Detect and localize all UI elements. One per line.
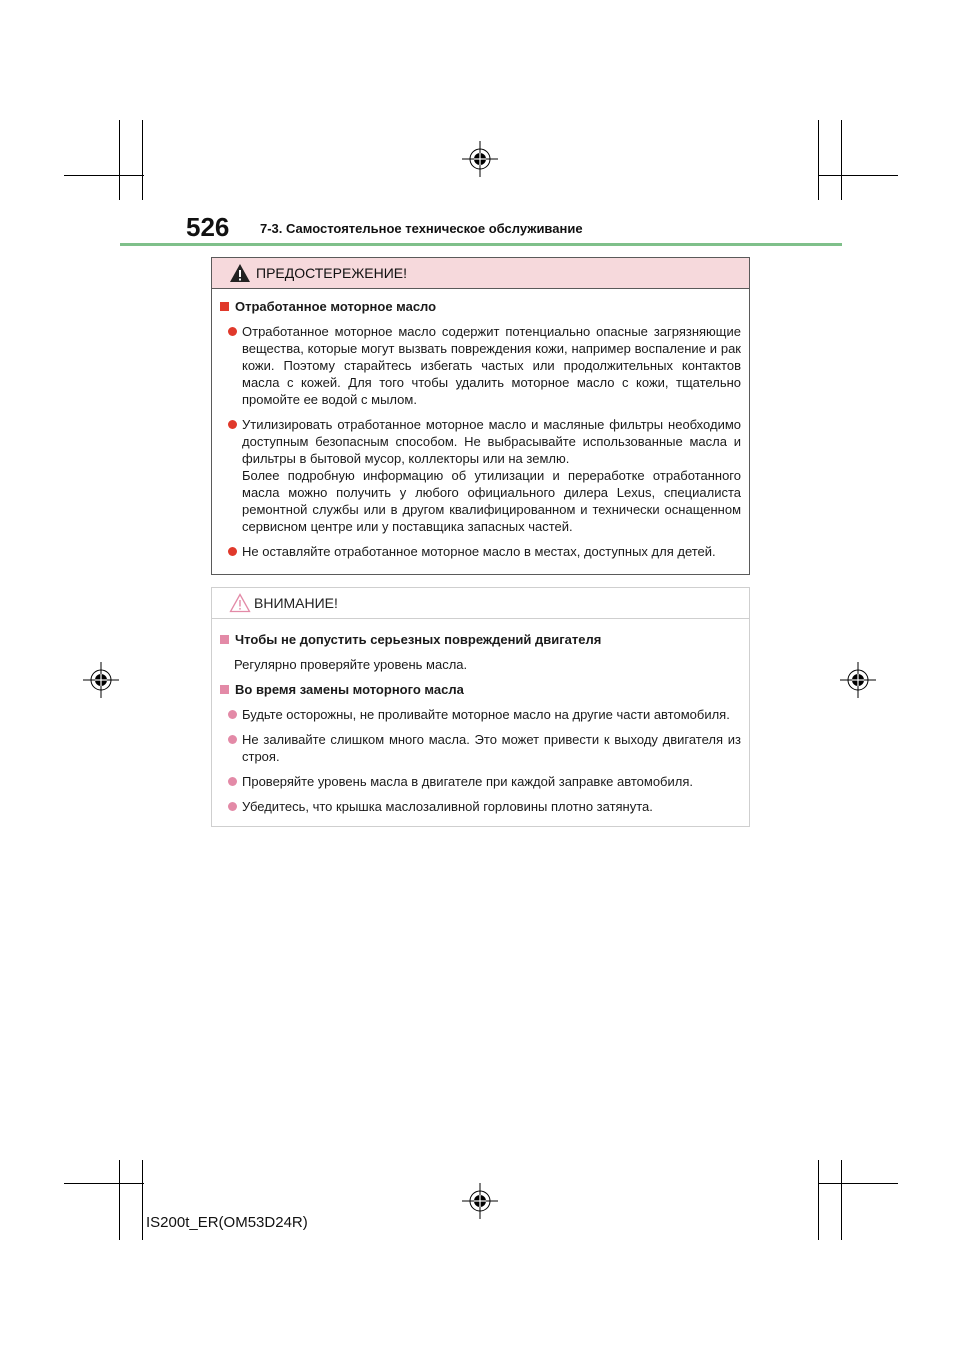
registration-mark-icon (83, 662, 119, 698)
registration-mark-icon (840, 662, 876, 698)
notice-item-text: Убедитесь, что крышка маслозаливной горловины плотно затянута. (242, 799, 653, 814)
caution-item (220, 543, 741, 560)
warning-triangle-icon (229, 263, 251, 283)
notice-section-heading (220, 631, 741, 648)
warning-outline-icon (229, 593, 251, 613)
notice-item-text: Не заливайте слишком много масла. Это может привести к выходу двигателя из строя. (242, 732, 741, 764)
caution-section-title: Отработанное моторное масло (235, 299, 437, 314)
notice-item (220, 706, 741, 723)
notice-section-title: Чтобы не допустить серьезных повреждений двигателя (235, 632, 602, 647)
caution-section-heading (220, 298, 741, 315)
notice-title: ВНИМАНИЕ! (254, 595, 338, 611)
notice-content (220, 631, 741, 823)
notice-section-title: Во время замены моторного масла (235, 682, 464, 697)
caution-item (220, 416, 741, 535)
caution-content (220, 298, 741, 568)
circle-bullet-icon (228, 547, 237, 556)
notice-section-heading (220, 681, 741, 698)
circle-bullet-icon (228, 777, 237, 786)
registration-mark-icon (462, 1183, 498, 1219)
caution-item-text: Отработанное моторное масло содержит потенциально опасные загрязняющие вещества, которые могут вызвать повреждения кожи, например воспаление и рак кожи. Поэтому старайтесь избегать частых или продолжительных контактов масла с кожей. Для того чтобы удалить моторное масло с кожи, тщательно промойте ее водой с мылом. (242, 324, 741, 407)
circle-bullet-icon (228, 710, 237, 719)
circle-bullet-icon (228, 327, 237, 336)
page-number: 526 (186, 212, 230, 242)
square-bullet-icon (220, 302, 229, 311)
registration-mark-icon (462, 141, 498, 177)
circle-bullet-icon (228, 420, 237, 429)
notice-box (211, 587, 750, 827)
notice-section-text: Регулярно проверяйте уровень масла. (234, 657, 468, 672)
notice-item (220, 798, 741, 815)
notice-item-text: Будьте осторожны, не проливайте моторное масло на другие части автомобиля. (242, 707, 730, 722)
caution-item-text: Не оставляйте отработанное моторное масло в местах, доступных для детей. (242, 544, 716, 559)
notice-header (212, 588, 749, 619)
chapter-title: 7-3. Самостоятельное техническое обслуживание (260, 221, 583, 236)
notice-item-text: Проверяйте уровень масла в двигателе при каждой заправке автомобиля. (242, 774, 694, 789)
header-rule (120, 243, 842, 246)
manual-code: IS200t_ER(OM53D24R) (146, 1214, 308, 1231)
square-bullet-icon (220, 685, 229, 694)
caution-title: ПРЕДОСТЕРЕЖЕНИЕ! (256, 265, 407, 281)
caution-item (220, 323, 741, 408)
circle-bullet-icon (228, 735, 237, 744)
circle-bullet-icon (228, 802, 237, 811)
caution-item-text: Утилизировать отработанное моторное масло и масляные фильтры необходимо доступным безопасным способом. Не выбрасывайте использованные масла и фильтры в бытовой мусор, коллекторы или на землю. (242, 417, 741, 466)
caution-header (212, 258, 749, 289)
caution-item-extra-text: Более подробную информацию об утилизации и переработке отработанного масла можно получить у любого официального дилера Lexus, специалиста ремонтной службы или в другом квалифицированном и технически оснащенном сервисном центре или у поставщика запасных частей. (242, 468, 741, 534)
notice-item (220, 773, 741, 790)
caution-box (211, 257, 750, 575)
square-bullet-icon (220, 635, 229, 644)
notice-item (220, 731, 741, 765)
